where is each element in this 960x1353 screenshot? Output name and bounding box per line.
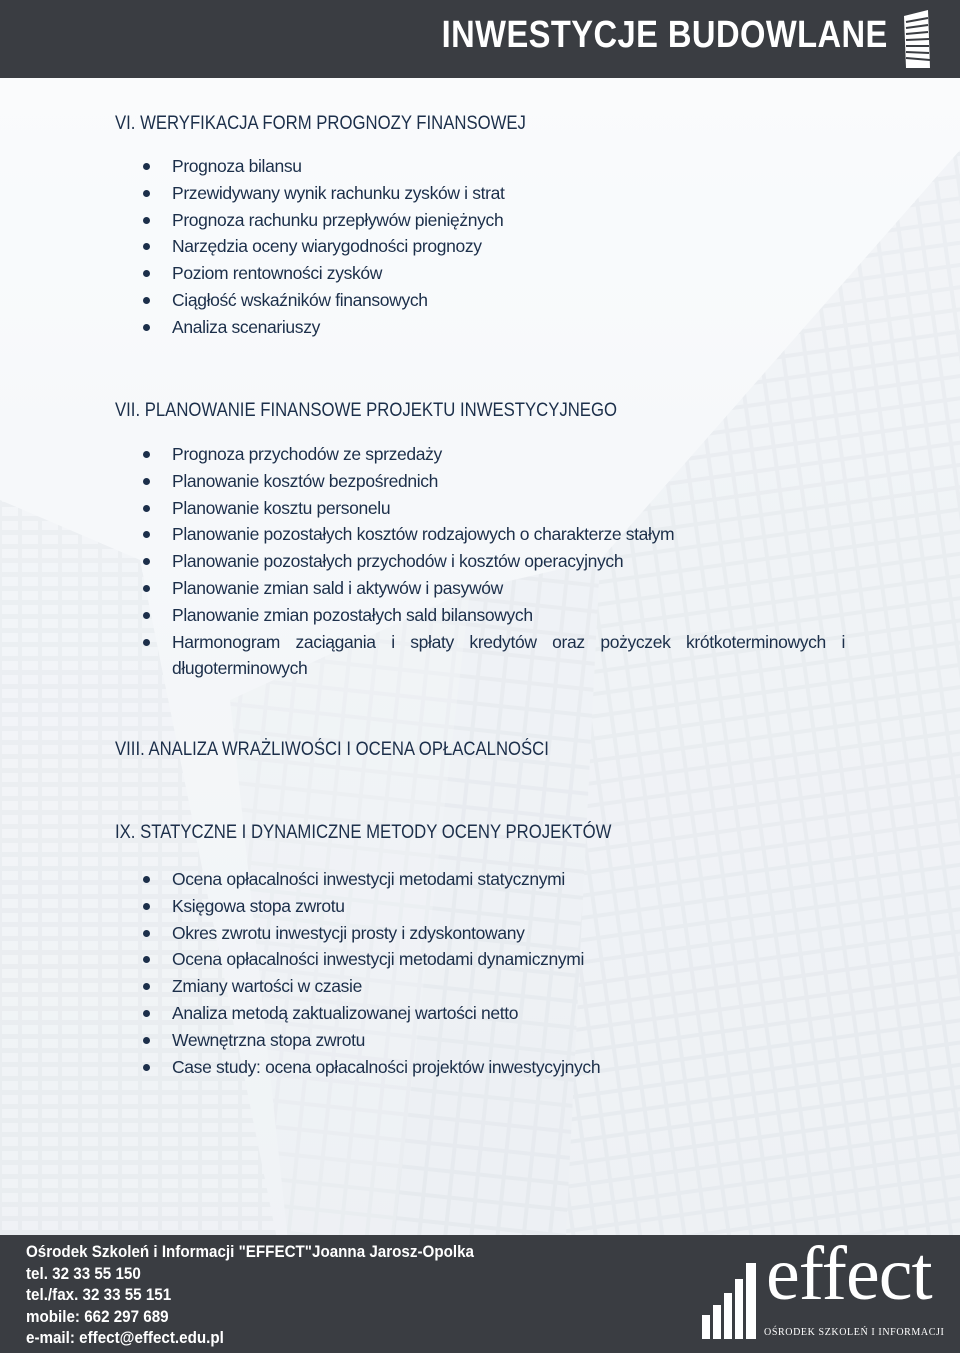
list-item: Ocena opłacalności inwestycji metodami statycznymi [140,866,845,893]
list-item: Planowanie pozostałych kosztów rodzajowych o charakterze stałym [140,521,845,548]
list-item: Poziom rentowności zysków [140,260,845,287]
list-item: Ocena opłacalności inwestycji metodami dynamicznymi [140,946,845,973]
company-name: Ośrodek Szkoleń i Informacji "EFFECT"Joanna Jarosz-Opolka [26,1243,474,1261]
list-item: Narzędzia oceny wiarygodności prognozy [140,233,845,260]
list-item: Planowanie pozostałych przychodów i kosztów operacyjnych [140,548,845,575]
building-icon [900,8,934,70]
page-title: INWESTYCJE BUDOWLANE [441,14,888,56]
section-title-viii: VIII. ANALIZA WRAŻLIWOŚCI I OCENA OPŁACALNOŚCI [115,739,549,760]
section-vi-list [140,153,845,341]
list-item: Harmonogram zaciągania i spłaty kredytów oraz pożyczek krótkoterminowych i długoterminowych [140,629,845,683]
section-ix-list [140,866,845,1080]
logo-word: effect [766,1232,932,1316]
section-vii-list [140,441,845,682]
list-item: Planowanie kosztów bezpośrednich [140,468,845,495]
list-item: Okres zwrotu inwestycji prosty i zdyskontowany [140,920,845,947]
list-item: Przewidywany wynik rachunku zysków i strat [140,180,845,207]
fax-number: tel./fax. 32 33 55 151 [26,1286,172,1305]
list-item: Analiza metodą zaktualizowanej wartości netto [140,1000,845,1027]
bar-chart-logo-icon [700,1253,762,1339]
mobile-number: mobile: 662 297 689 [26,1307,169,1326]
phone-number: tel. 32 33 55 150 [26,1264,141,1283]
section-title-vii: VII. PLANOWANIE FINANSOWE PROJEKTU INWESTYCYJNEGO [115,400,617,421]
footer-banner [0,1232,960,1353]
list-item: Analiza scenariuszy [140,314,845,341]
list-item: Ciągłość wskaźników finansowych [140,287,845,314]
list-item: Księgowa stopa zwrotu [140,893,845,920]
list-item: Prognoza rachunku przepływów pieniężnych [140,207,845,234]
header-banner [0,0,960,78]
list-item: Prognoza przychodów ze sprzedaży [140,441,845,468]
effect-logo [700,1232,950,1349]
email-address: e-mail: effect@effect.edu.pl [26,1329,224,1348]
list-item: Prognoza bilansu [140,153,845,180]
section-title-ix: IX. STATYCZNE I DYNAMICZNE METODY OCENY PROJEKTÓW [115,822,612,843]
list-item: Case study: ocena opłacalności projektów inwestycyjnych [140,1054,845,1081]
list-item: Wewnętrzna stopa zwrotu [140,1027,845,1054]
list-item: Planowanie zmian sald i aktywów i pasywów [140,575,845,602]
list-item: Planowanie zmian pozostałych sald bilansowych [140,602,845,629]
contact-info [26,1242,513,1350]
list-item: Planowanie kosztu personelu [140,495,845,522]
logo-subtitle: OŚRODEK SZKOLEŃ I INFORMACJI [764,1327,945,1338]
section-title-vi: VI. WERYFIKACJA FORM PROGNOZY FINANSOWEJ [115,113,526,134]
list-item: Zmiany wartości w czasie [140,973,845,1000]
